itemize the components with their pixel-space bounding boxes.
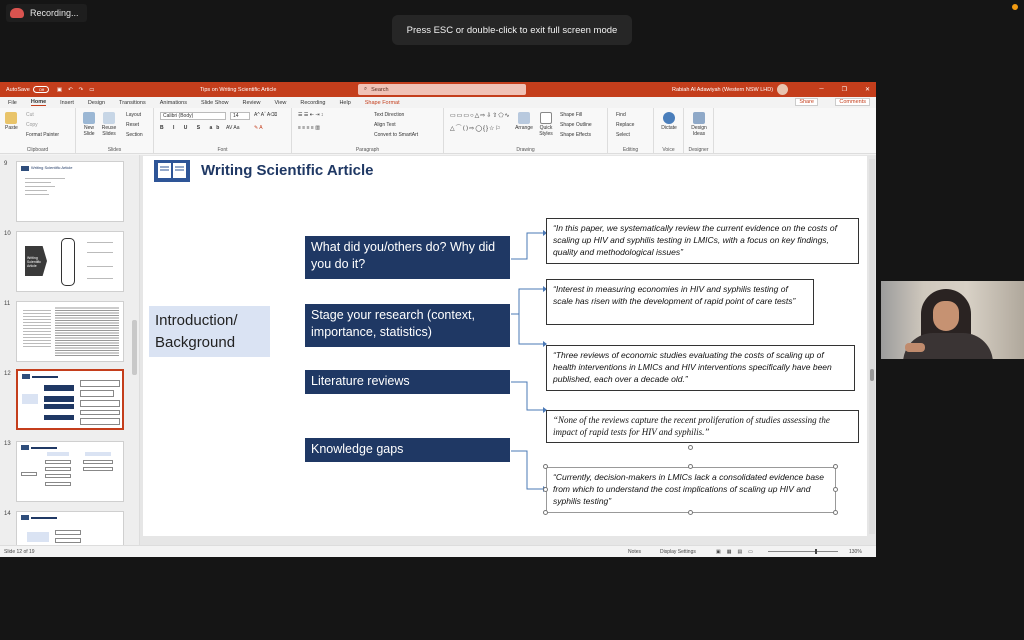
thumbnail-slide-10[interactable]	[16, 231, 124, 292]
zoom-slider[interactable]	[768, 551, 838, 552]
font-name-select[interactable]: Calibri (Body)	[160, 112, 226, 120]
slides-group	[76, 108, 154, 154]
thumb14-box	[55, 538, 81, 543]
thumb13-box	[45, 460, 71, 464]
smartart-button[interactable]: Convert to SmartArt	[374, 132, 419, 138]
new-slide-label: New Slide	[83, 125, 95, 137]
thumb-number-13: 13	[4, 441, 11, 447]
node-literature-reviews[interactable]: Literature reviews	[305, 370, 510, 394]
font-grow-icon[interactable]: A^ Aˇ A⌫	[254, 112, 278, 118]
thumb-number-10: 10	[4, 231, 11, 237]
window-controls	[819, 86, 870, 93]
thumb10-line	[87, 252, 113, 253]
quote-box-4[interactable]: “None of the reviews capture the recent proliferation of studies assessing the impact of rapid tests for HIV and syphilis.”	[546, 410, 859, 443]
thumb14-box	[27, 532, 49, 542]
save-icon[interactable]: ▣	[56, 86, 63, 93]
thumb10-hourglass	[61, 238, 75, 286]
tab-view[interactable]: View	[274, 99, 287, 106]
thumb12-quote	[80, 380, 120, 387]
tab-file[interactable]: File	[8, 99, 17, 106]
paste-button[interactable]	[5, 112, 18, 131]
thumb12-title	[32, 376, 58, 378]
thumb13-box	[45, 467, 71, 471]
share-button[interactable]: Share	[795, 98, 818, 106]
book-icon	[21, 515, 29, 520]
minimize-icon[interactable]: ─	[819, 86, 824, 92]
node-stage-research[interactable]: Stage your research (context, importance, statistics)	[305, 304, 510, 347]
thumb14-box	[55, 530, 81, 535]
format-painter-button[interactable]: Format Painter	[26, 132, 60, 138]
avatar[interactable]	[777, 84, 788, 95]
tab-shape-format[interactable]: Shape Format	[364, 99, 400, 106]
quote-box-1[interactable]: “In this paper, we systematically review the current evidence on the costs of scaling up HIV and syphilis testing in LMICs, with a focus on key findings, quality and methodological issues”	[546, 218, 859, 264]
text-direction-button[interactable]: Text Direction	[374, 112, 405, 118]
thumb-number-12: 12	[4, 371, 11, 377]
clipboard-label: Clipboard	[26, 147, 49, 153]
thumb12-node	[44, 415, 74, 420]
tab-insert[interactable]: Insert	[60, 99, 74, 106]
voice-label: Voice	[662, 147, 675, 153]
tab-home[interactable]: Home	[30, 99, 47, 105]
thumbnail-slide-9[interactable]	[16, 161, 124, 222]
rotate-handle-icon[interactable]	[688, 445, 693, 450]
document-title[interactable]: Tips on Writing Scientific Article	[200, 86, 277, 93]
reuse-slides-button[interactable]	[100, 112, 118, 137]
section-button[interactable]: Section	[126, 132, 143, 138]
connector	[511, 233, 543, 259]
designer-label: Designer	[688, 147, 709, 153]
thumb13-header	[47, 452, 69, 456]
design-ideas-label: Design Ideas	[691, 125, 707, 137]
resize-handle[interactable]	[833, 510, 838, 515]
resize-handle[interactable]	[688, 510, 693, 515]
display-settings-button[interactable]: Display Settings	[660, 549, 696, 555]
thumbnails-scrollbar[interactable]	[132, 320, 137, 375]
restore-icon[interactable]: ❐	[841, 87, 847, 93]
user-name[interactable]: Rabiah Al Adawiyah (Western NSW LHD)	[672, 86, 774, 93]
dictate-button[interactable]	[658, 112, 680, 131]
editing-label: Editing	[622, 147, 639, 153]
shapes-gallery-row2[interactable]: △⌒⟨⟩⇨◯{}☆⚐	[450, 126, 502, 132]
designer-group	[684, 108, 714, 154]
thumb12-quote	[80, 418, 120, 425]
editing-group	[608, 108, 654, 154]
comments-button[interactable]: Comments	[835, 98, 870, 106]
autosave-label: AutoSave	[6, 86, 30, 93]
design-ideas-icon	[693, 112, 705, 124]
find-button[interactable]: Find	[616, 112, 626, 118]
align-icons[interactable]: ≡ ≡ ≡ ≡ ▥	[298, 125, 320, 131]
notes-button[interactable]: Notes	[628, 549, 642, 555]
font-label: Font	[217, 147, 228, 153]
new-slide-button[interactable]	[80, 112, 98, 137]
book-icon	[22, 374, 30, 379]
tab-animations[interactable]: Animations	[159, 99, 187, 106]
thumb13-title	[31, 447, 57, 449]
webcam-feed	[881, 281, 1024, 359]
thumb13-box	[83, 460, 113, 464]
font-group	[154, 108, 292, 154]
bullets-icon[interactable]: ☰ ☰ ⇤ ⇥ ↕	[298, 112, 324, 118]
voice-group	[654, 108, 684, 154]
thumb9-line	[25, 182, 51, 183]
thumb11-text-a	[23, 308, 51, 348]
thumb10-line	[87, 266, 113, 267]
tab-review[interactable]: Review	[242, 99, 261, 106]
thumb9-line	[25, 194, 49, 195]
thumbnail-slide-13[interactable]	[16, 441, 124, 502]
node-what-did-you-do[interactable]: What did you/others do? Why did you do it?	[305, 236, 510, 279]
thumb12-intro	[22, 394, 38, 404]
slide-count: Slide 12 of 19	[4, 549, 35, 555]
thumb-number-9: 9	[4, 161, 8, 167]
shapes-gallery[interactable]: ▭▭▭○△⇨⇩⇧⬠∿	[450, 113, 511, 119]
reset-button[interactable]: Reset	[126, 122, 140, 128]
thumbnail-slide-12[interactable]	[16, 369, 124, 430]
paste-label: Paste	[5, 125, 18, 131]
drawing-label: Drawing	[516, 147, 535, 153]
slide-12[interactable]	[143, 156, 867, 536]
thumb13-box	[83, 467, 113, 471]
undo-icon[interactable]: ↶	[68, 86, 73, 93]
resize-handle[interactable]	[833, 487, 838, 492]
autosave-toggle[interactable]	[33, 86, 49, 93]
thumb9-title: Writing Scientific Article	[31, 165, 73, 170]
intro-box[interactable]: Introduction/ Background	[149, 306, 270, 357]
reuse-slides-label: Reuse Slides	[101, 125, 117, 137]
status-dot-icon	[1012, 4, 1018, 10]
quote-box-3[interactable]: “Three reviews of economic studies evaluating the costs of scaling up of health interventions in LMICs and HIV interventions specifically have been published, each over a decade old.”	[546, 345, 855, 391]
layout-button[interactable]: Layout	[126, 112, 142, 118]
thumb13-box	[45, 482, 71, 486]
resize-handle[interactable]	[543, 487, 548, 492]
quote-box-2[interactable]: “Interest in measuring economies in HIV and syphilis testing of scale has risen with the development of rapid point of care tests”	[546, 279, 814, 325]
resize-handle[interactable]	[543, 464, 548, 469]
autosave-state: Off	[38, 87, 45, 92]
font-style-buttons[interactable]: B I U S ab	[160, 125, 224, 131]
align-text-button[interactable]: Align Text	[374, 122, 396, 128]
slide-thumbnails-pane	[0, 155, 140, 545]
highlight-icon[interactable]: ✎ A	[254, 125, 263, 131]
thumb12-node	[44, 396, 74, 402]
thumb-number-11: 11	[4, 301, 11, 307]
thumb10-label: Writing Scientific Article	[27, 256, 42, 268]
node-knowledge-gaps[interactable]: Knowledge gaps	[305, 438, 510, 462]
slide-title[interactable]: Writing Scientific Article	[201, 162, 374, 179]
clipboard-group	[0, 108, 76, 154]
font-size-select[interactable]: 14	[230, 112, 250, 120]
zoom-level[interactable]: 130%	[849, 549, 862, 555]
present-icon[interactable]: ▭	[89, 86, 95, 93]
status-bar	[0, 545, 876, 557]
quick-styles-label: Quick Styles	[539, 125, 553, 137]
close-icon[interactable]: ✕	[864, 87, 870, 93]
quick-access	[57, 87, 95, 93]
drawing-group	[444, 108, 608, 154]
new-slide-icon	[83, 112, 95, 124]
slides-label: Slides	[107, 147, 122, 153]
reuse-slides-icon	[103, 112, 115, 124]
thumb14-title	[31, 517, 57, 519]
paste-icon	[5, 112, 17, 124]
thumb12-quote	[80, 390, 114, 397]
cloud-icon	[10, 8, 24, 18]
replace-button[interactable]: Replace	[616, 122, 635, 128]
thumb10-line	[87, 242, 113, 243]
shape-outline-button[interactable]: Shape Outline	[560, 122, 592, 128]
search-placeholder: Search	[371, 86, 389, 93]
fullscreen-banner: Press ESC or double-click to exit full screen mode	[392, 15, 632, 45]
resize-handle[interactable]	[543, 510, 548, 515]
ribbon-tabs	[0, 97, 876, 108]
tab-slide-show[interactable]: Slide Show	[200, 99, 229, 106]
thumb11-text-b	[55, 306, 119, 356]
arrange-button[interactable]	[514, 112, 534, 131]
dictate-label: Dictate	[661, 125, 677, 131]
paragraph-label: Paragraph	[355, 147, 380, 153]
shape-effects-button[interactable]: Shape Effects	[560, 132, 592, 138]
shape-fill-button[interactable]: Shape Fill	[560, 112, 583, 118]
connector	[511, 289, 543, 314]
titlebar	[0, 82, 876, 97]
thumb9-line	[25, 186, 55, 187]
tab-design[interactable]: Design	[87, 99, 106, 106]
zoom-slider-knob[interactable]	[815, 549, 817, 554]
tab-transitions[interactable]: Transitions	[119, 99, 146, 106]
scrollbar-thumb[interactable]	[870, 369, 874, 381]
thumb10-line	[87, 278, 113, 279]
thumb12-node	[44, 404, 74, 409]
search-input[interactable]	[358, 84, 526, 95]
cut-button[interactable]: Cut	[26, 112, 34, 118]
thumb13-box	[21, 472, 37, 476]
quick-styles-icon	[540, 112, 552, 124]
thumb12-quote	[80, 400, 120, 407]
thumb9-line	[25, 178, 65, 179]
microphone-icon	[663, 112, 675, 124]
tab-help[interactable]: Help	[339, 99, 351, 106]
slide-editor	[140, 155, 876, 545]
paragraph-group	[292, 108, 444, 154]
thumb-number-14: 14	[4, 511, 11, 517]
char-spacing-icon[interactable]: AV Aa	[226, 125, 240, 131]
resize-handle[interactable]	[688, 464, 693, 469]
thumbnail-slide-14[interactable]	[16, 511, 124, 545]
redo-icon[interactable]: ↷	[78, 86, 84, 93]
editor-scrollbar[interactable]	[869, 159, 875, 534]
thumbnail-slide-11[interactable]	[16, 301, 124, 362]
connector	[519, 314, 543, 344]
thumb12-quote	[80, 410, 120, 415]
ribbon	[0, 108, 876, 154]
arrange-icon	[518, 112, 530, 124]
design-ideas-button[interactable]	[686, 112, 712, 137]
presenter-face	[933, 301, 959, 331]
quote-box-5[interactable]: “Currently, decision-makers in LMICs lack a consolidated evidence base from which to understand the cost implications of scaling up HIV and syphilis testing”	[546, 467, 836, 513]
book-icon	[21, 166, 29, 171]
recording-indicator	[6, 4, 87, 22]
tab-recording[interactable]: Recording	[300, 99, 326, 106]
search-icon: ⌕	[364, 86, 368, 92]
thumb12-node	[44, 385, 74, 391]
copy-button[interactable]: Copy	[26, 122, 38, 128]
thumb13-box	[45, 474, 71, 478]
resize-handle[interactable]	[833, 464, 838, 469]
connector	[511, 451, 543, 489]
connector	[511, 382, 543, 410]
arrange-label: Arrange	[515, 125, 533, 131]
recording-label: Recording...	[30, 8, 79, 18]
thumb9-line	[25, 190, 47, 191]
book-icon	[21, 445, 29, 450]
quick-styles-button[interactable]	[536, 112, 556, 137]
view-buttons[interactable]: ▣▦▤▭	[716, 549, 759, 555]
thumb13-header	[85, 452, 111, 456]
presenter-hand	[905, 343, 925, 352]
autosave[interactable]	[6, 86, 49, 93]
select-button[interactable]: Select	[616, 132, 630, 138]
